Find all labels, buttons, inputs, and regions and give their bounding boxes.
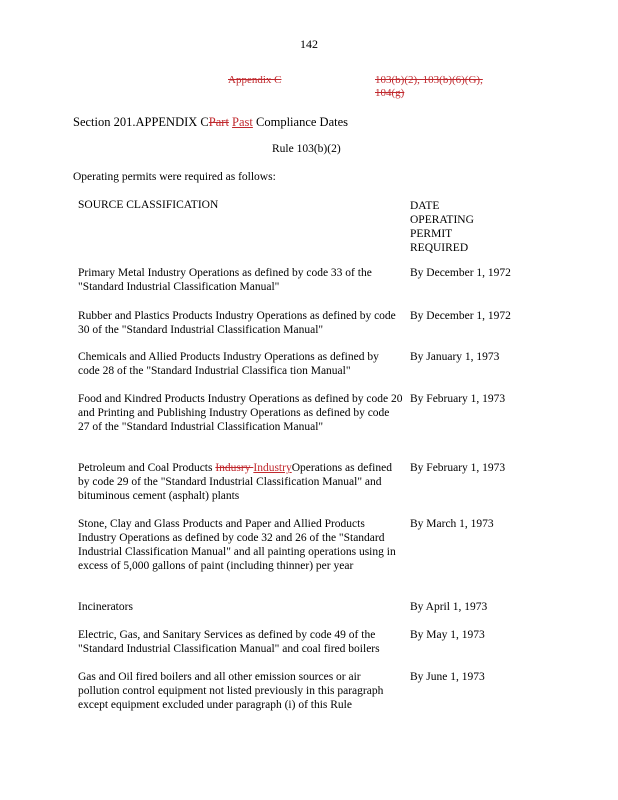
inserted-word: Industry [253,462,292,474]
section-title-inserted-word: Past [232,115,253,129]
deleted-word: Indusry [215,462,254,474]
source-classification [78,461,403,503]
permit-date: By May 1, 1973 [410,629,485,641]
rule-reference: Rule 103(b)(2) [272,143,341,155]
source-classification: Chemicals and Allied Products Industry Operations as defined by code 28 of the "Standard Industrial Classifica tion Manual" [78,351,379,377]
source-classification: Gas and Oil fired boilers and all other emission sources or air pollution control equipment not listed previously in this paragraph except equipment excluded under paragraph (i) of this Rule [78,671,384,711]
source-classification: Stone, Clay and Glass Products and Paper and Allied Products Industry Operations as defined by code 32 and 26 of the "Standard Industrial Classification Manual" and all painting operations using in excess of 5,000 gallons of paint (including thinner) per year [78,518,396,572]
appendix-label-deleted: Appendix C [228,74,282,86]
source-classification-text: Operations as defined by code 29 of the "Standard Industrial Classification Manual" and bituminous cement (asphalt) plants [78,462,392,502]
section-title [73,115,348,130]
permit-date: By December 1, 1972 [410,310,511,322]
permit-date: By December 1, 1972 [410,267,511,279]
source-classification-text: Petroleum and Coal Products [78,462,216,474]
page-number: 142 [300,37,318,51]
source-classification: Rubber and Plastics Products Industry Operations as defined by code 30 of the "Standard Industrial Classification Manual" [78,310,396,336]
column-header-date [410,199,500,255]
source-classification: Primary Metal Industry Operations as defined by code 33 of the "Standard Industrial Classification Manual" [78,267,372,293]
permit-date: By February 1, 1973 [410,393,506,405]
permit-date: By January 1, 1973 [410,351,500,363]
permit-date: By March 1, 1973 [410,518,494,530]
source-classification: Food and Kindred Products Industry Operations as defined by code 20 and Printing and Publishing Industry Operations as defined by code 27 of the "Standard Industrial Classification Manual" [78,393,403,433]
permit-date: By June 1, 1973 [410,671,485,683]
column-header-date-line: PERMIT [410,228,453,240]
column-header-date-line: OPERATING [410,214,474,226]
column-header-date-line: REQUIRED [410,242,469,254]
section-title-deleted-word: Part [208,115,229,129]
intro-paragraph: Operating permits were required as follows: [73,171,276,183]
column-header-date-line: DATE [410,200,440,212]
source-classification: Electric, Gas, and Sanitary Services as defined by code 49 of the "Standard Industrial Classification Manual" and coal fired boilers [78,629,380,655]
permit-date: By April 1, 1973 [410,601,488,613]
section-title-suffix: Compliance Dates [256,115,349,129]
source-classification: Incinerators [78,601,133,613]
section-title-prefix: Section 201.APPENDIX C [73,115,209,129]
column-header-source: SOURCE CLASSIFICATION [78,199,219,211]
permit-date: By February 1, 1973 [410,462,506,474]
appendix-references-deleted: 103(b)(2), 103(b)(6)(G), 104(g) [375,74,483,99]
